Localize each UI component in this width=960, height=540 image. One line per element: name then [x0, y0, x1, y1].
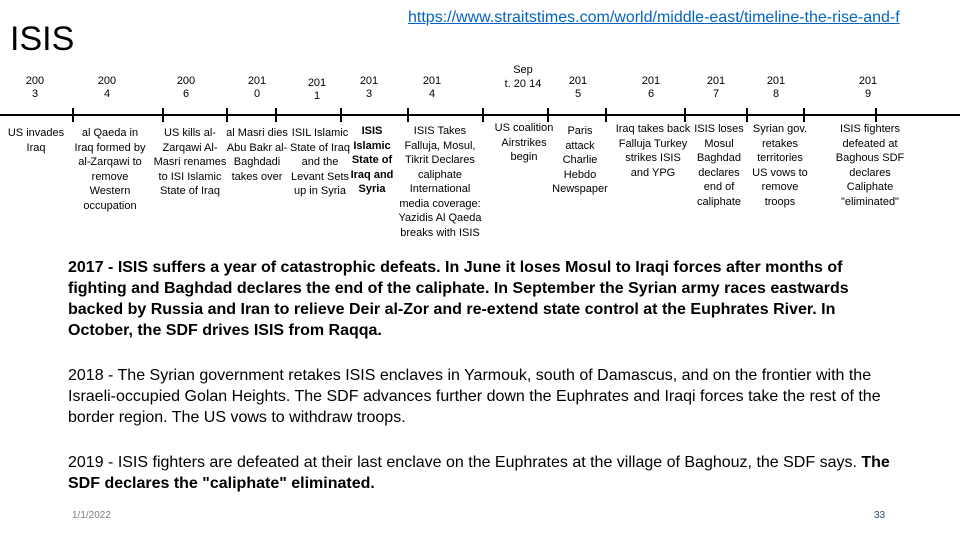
year-label: 200 4 [97, 75, 117, 100]
timeline-tick [226, 108, 228, 122]
timeline-tick [275, 108, 277, 122]
timeline-tick [162, 108, 164, 122]
timeline-event: ISIL Islamic State of Iraq and the Levant Sets up in Syria [290, 127, 350, 197]
timeline-tick [547, 108, 549, 122]
timeline-event: Iraq takes back Falluja Turkey strikes ISIS and YPG [615, 123, 691, 179]
year-label: 201 1 [307, 77, 327, 102]
timeline-event: US coalition Airstrikes begin [494, 122, 554, 163]
year-label: 201 5 [568, 75, 588, 100]
slide-title: ISIS [10, 20, 75, 58]
year-label: 201 6 [641, 75, 661, 100]
paragraph-2019-bold: The SDF declares the "caliphate" eliminated. [68, 454, 890, 492]
year-label: 200 3 [25, 75, 45, 100]
timeline-event: ISIS Islamic State of Iraq and Syria [350, 125, 394, 195]
paragraph-2018: 2018 - The Syrian government retakes ISIS enclaves in Yarmouk, south of Damascus, and on the frontier with the Israeli-occupied Golan Heights. The SDF advances further down the Euphrates and Iraqi forces take the rest of the border region. The US vows to withdraw troops. [68, 367, 881, 426]
timeline-tick [746, 108, 748, 122]
timeline-tick [407, 108, 409, 122]
year-label: 201 0 [247, 75, 267, 100]
timeline-tick [803, 108, 805, 122]
year-label: Sep t. 20 14 [504, 64, 542, 90]
timeline-tick [482, 108, 484, 122]
timeline-event: ISIS loses Mosul Baghdad declares end of caliphate [694, 123, 744, 208]
timeline-axis [0, 114, 960, 116]
timeline-tick [684, 108, 686, 122]
timeline-tick [72, 108, 74, 122]
year-label: 201 8 [766, 75, 786, 100]
timeline-tick [875, 108, 877, 122]
paragraph-2017: 2017 - ISIS suffers a year of catastrophic defeats. In June it loses Mosul to Iraqi forces after months of fighting and Baghdad declares the end of the caliphate. In September the Syrian army races eastwards backed by Russia and Iran to relieve Deir al-Zor and re-extend state control at the Euphrates River. In October, the SDF drives ISIS from Raqqa. [68, 259, 849, 339]
year-label: 201 3 [359, 75, 379, 100]
timeline-event: US kills al-Zarqawi Al-Masri renames to ISI Islamic State of Iraq [153, 127, 227, 197]
paragraph-2019-text: 2019 - ISIS fighters are defeated at their last enclave on the Euphrates at the village of Baghouz, the SDF says. [68, 454, 857, 471]
paragraph-2019 [68, 452, 898, 494]
timeline-event: US invades Iraq [7, 127, 65, 154]
year-label: 201 4 [422, 75, 442, 100]
timeline-event: al Qaeda in Iraq formed by al-Zarqawi to remove Western occupation [74, 127, 146, 212]
timeline-event: Paris attack Charlie Hebdo Newspaper [552, 125, 608, 195]
timeline-tick [605, 108, 607, 122]
year-label: 201 9 [858, 75, 878, 100]
page-number: 33 [874, 510, 886, 521]
timeline-event: ISIS fighters defeated at Baghous SDF declares Caliphate "eliminated" [835, 123, 905, 208]
timeline-event: Syrian gov. retakes territories US vows to remove troops [752, 123, 808, 208]
timeline-tick [340, 108, 342, 122]
timeline-event: al Masri dies Abu Bakr al-Baghdadi takes over [226, 127, 288, 183]
source-link[interactable]: https://www.straitstimes.com/world/middle-east/timeline-the-rise-and-f [408, 9, 900, 26]
footer-date: 1/1/2022 [72, 510, 111, 521]
year-label: 200 6 [176, 75, 196, 100]
year-label: 201 7 [706, 75, 726, 100]
timeline-event: ISIS Takes Falluja, Mosul, Tikrit Declares caliphate International media coverage: Yazidis Al Qaeda breaks with ISIS [398, 125, 482, 239]
